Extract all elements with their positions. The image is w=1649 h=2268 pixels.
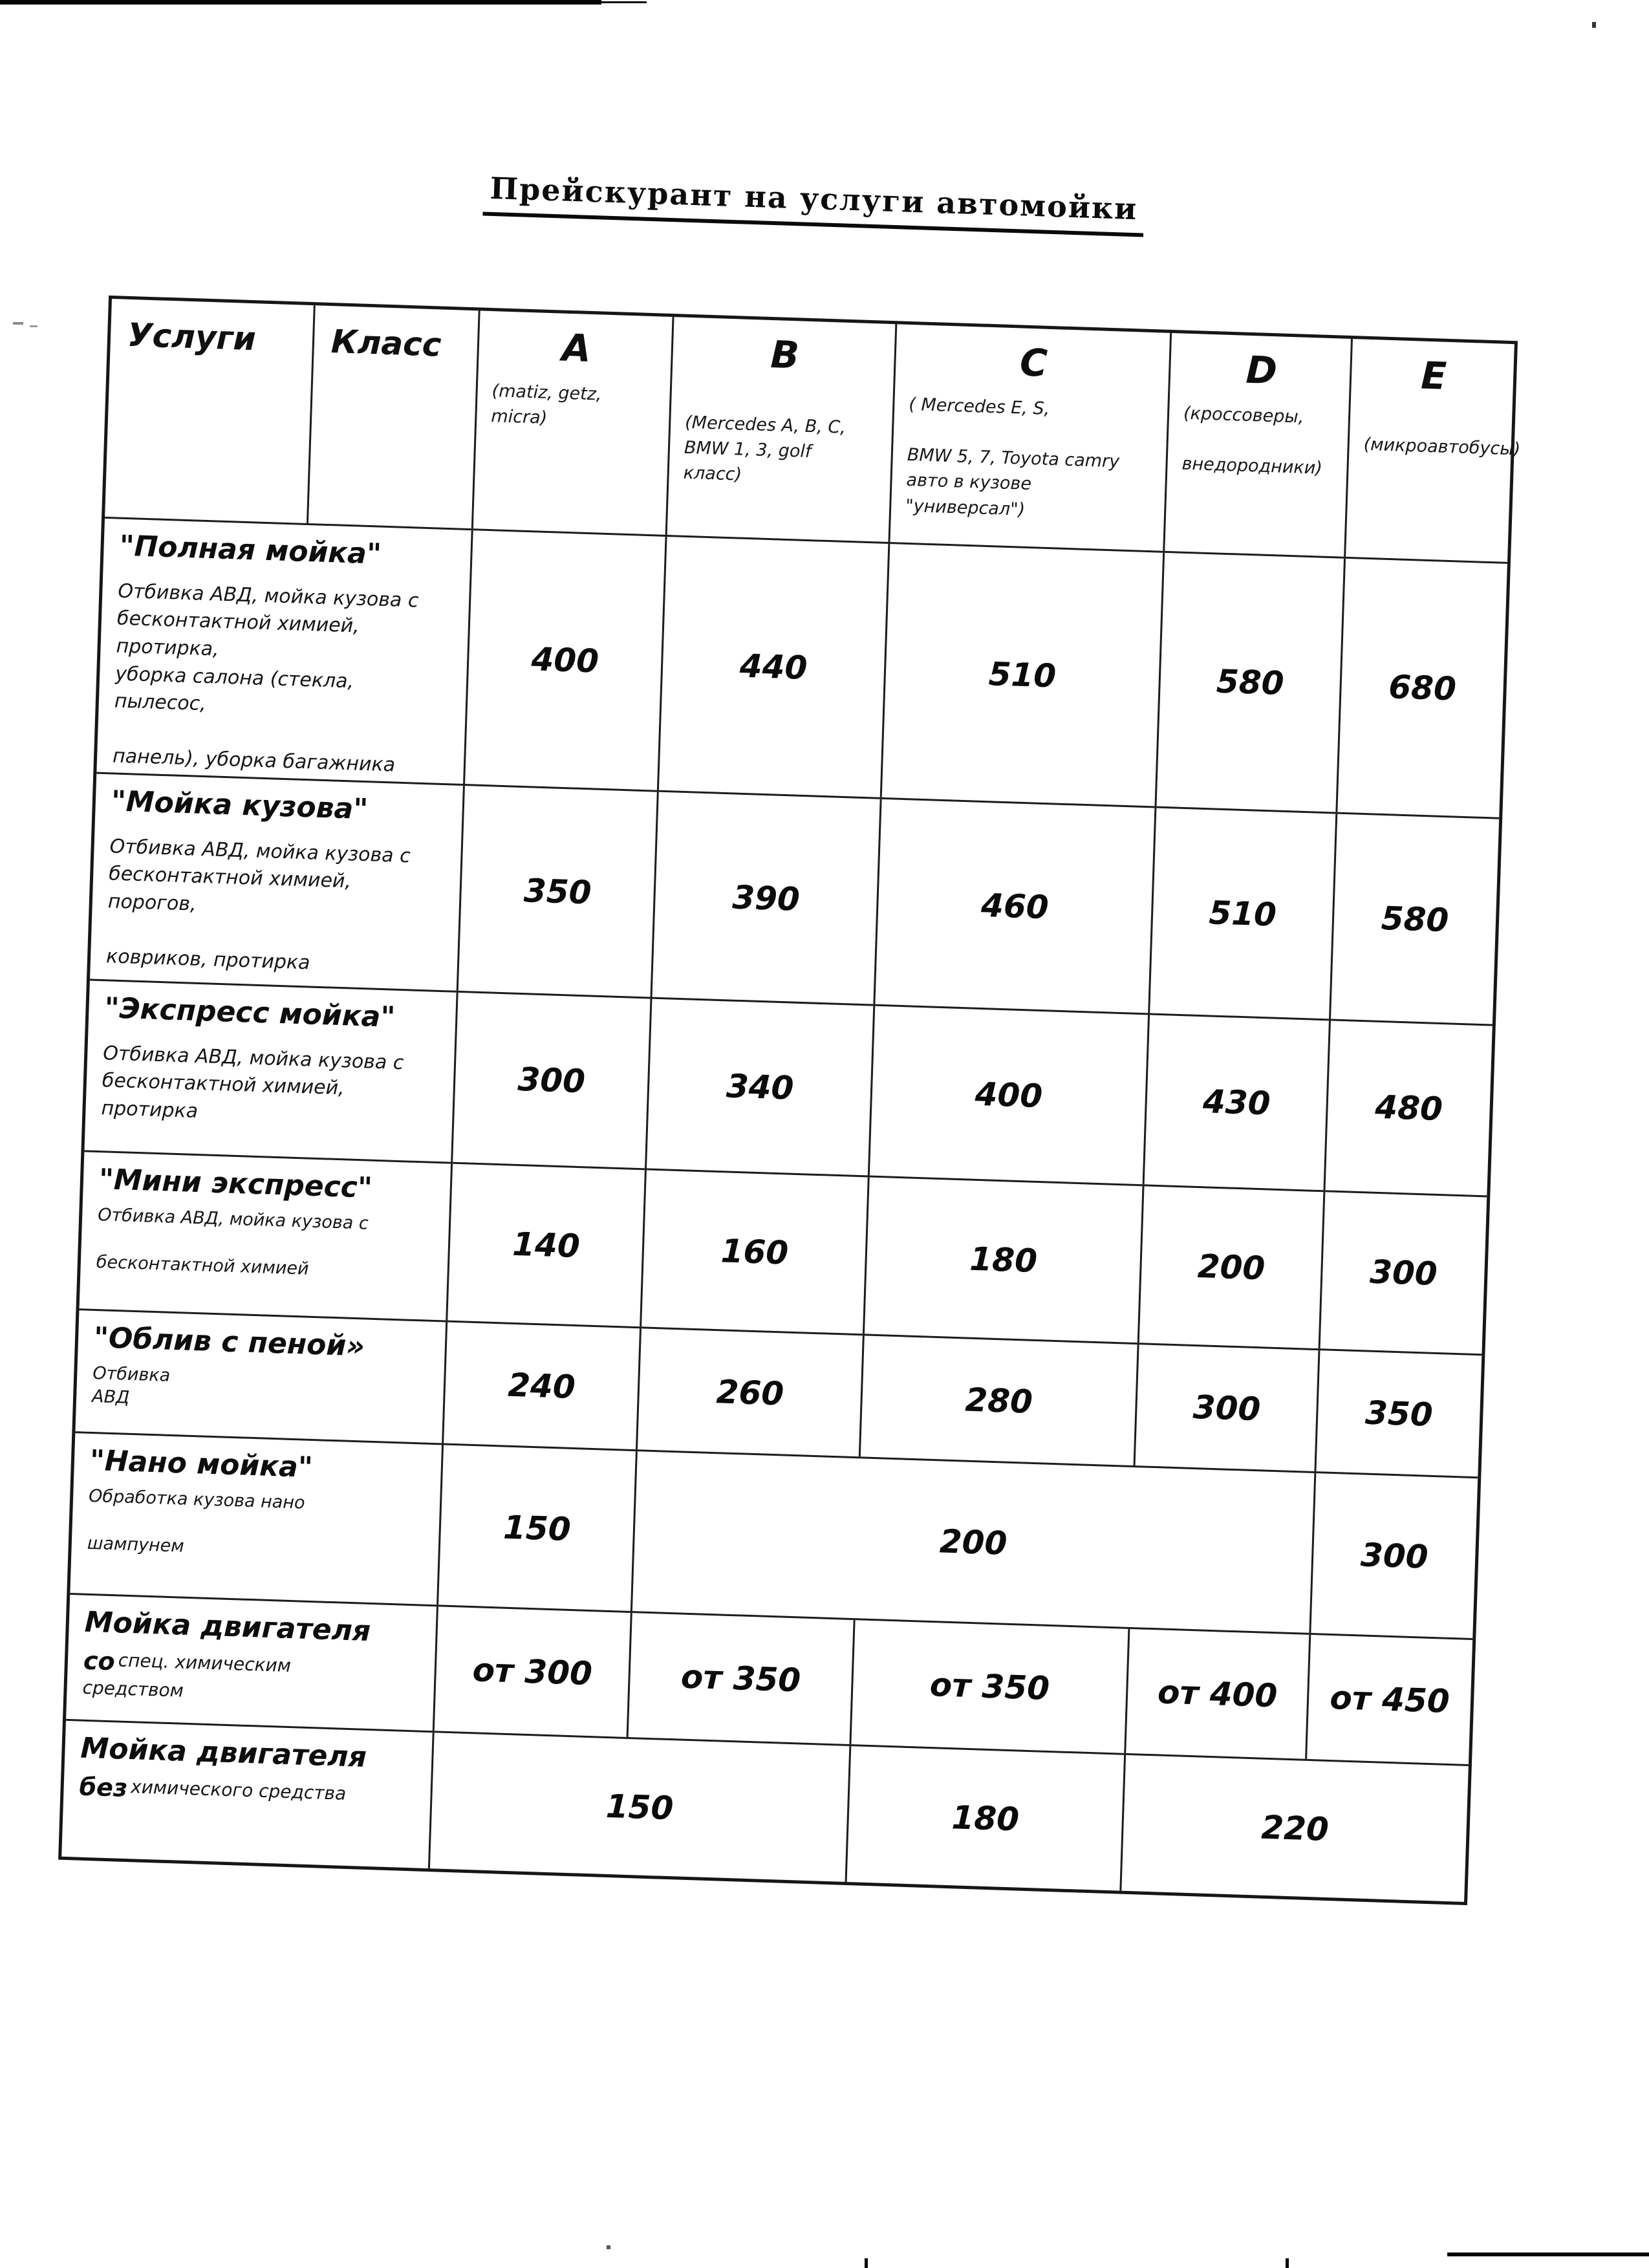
header-class-cell	[308, 305, 480, 528]
service-desc: Отбивка АВД, мойка кузова с бесконтактной химией	[96, 1204, 369, 1279]
header-column-a	[473, 310, 674, 535]
price-table	[58, 296, 1521, 1905]
service-subtitle	[79, 1772, 418, 1811]
price-cell-a: 400	[465, 530, 667, 790]
price-cell-b: 340	[647, 999, 875, 1176]
price-cell-de-merged: 220	[1260, 1808, 1330, 1849]
scan-artifact-dash	[30, 325, 38, 327]
scan-artifact-bottom-tick	[865, 2258, 868, 2268]
price-cell-b: 160	[641, 1170, 870, 1334]
class-label: Класс	[330, 323, 442, 364]
column-desc-c: ( Mercedes E, S, BMW 5, 7, Toyota camry авто в кузове "универсал")	[905, 394, 1120, 520]
service-subtitle	[82, 1647, 422, 1711]
price-cell-d: 200	[1139, 1186, 1326, 1348]
price-cell-a: 300	[453, 993, 652, 1169]
column-desc-e: (микроавтобусы)	[1363, 409, 1521, 460]
page-title-text: Прейскурант на услуги автомойки	[482, 171, 1145, 237]
service-cell	[90, 774, 465, 991]
price-cell-e: от 450	[1329, 1678, 1450, 1720]
price-cell-ab-merged: 150	[430, 1733, 851, 1882]
price-cell-e: 680	[1388, 668, 1457, 708]
price-cell-c: 180	[847, 1746, 1126, 1891]
price-cell-a: от 300	[435, 1606, 632, 1737]
service-title: Мойка двигателя	[80, 1731, 367, 1774]
service-title: "Облив с пеной»	[93, 1321, 365, 1363]
service-cell	[96, 519, 473, 784]
scan-artifact-top-bar-thin	[601, 1, 647, 3]
service-desc: химического средства	[130, 1775, 347, 1804]
service-title: "Экспресс мойка"	[103, 991, 396, 1034]
price-cell-a: 240	[444, 1323, 641, 1450]
price-cell-a: 350	[458, 786, 659, 997]
price-cell-b: 260	[638, 1328, 865, 1456]
service-desc: Отбивка АВД, мойка кузова с бесконтактной химией, протирка	[101, 1042, 404, 1123]
price-cell-e: 350	[1364, 1394, 1434, 1434]
price-cell-e: 580	[1380, 899, 1450, 939]
price-cell-b: 440	[659, 537, 890, 797]
service-cell	[80, 1152, 453, 1320]
service-desc: спец. химическим средством	[82, 1649, 292, 1701]
price-cell-c: 460	[875, 799, 1156, 1013]
service-cell	[61, 1721, 434, 1868]
column-desc-a: (matiz, getz, micra)	[490, 381, 603, 429]
column-letter-a: A	[561, 325, 592, 371]
price-cell-c: 400	[870, 1006, 1150, 1185]
column-desc-b: (Mercedes A, B, C, BMW 1, 3, golf класс)	[683, 387, 846, 486]
column-letter-d: D	[1245, 347, 1278, 393]
price-cell-c: 280	[861, 1335, 1139, 1465]
price-cell-d: 510	[1150, 808, 1337, 1019]
price-cell-e: 480	[1374, 1088, 1443, 1129]
column-letter-c: C	[1019, 340, 1048, 385]
price-cell-d: 580	[1157, 553, 1346, 812]
scan-artifact-speck	[1592, 22, 1596, 28]
table-row-full-wash	[96, 519, 1507, 819]
service-cell	[75, 1310, 447, 1443]
scan-artifact-bottom-right-bar	[1447, 2252, 1649, 2256]
header-column-c	[890, 324, 1172, 551]
service-lead-word: без	[78, 1772, 128, 1802]
price-cell-b: 390	[652, 792, 882, 1004]
scan-artifact-speck	[607, 2245, 610, 2249]
price-cell-e: 300	[1360, 1535, 1429, 1576]
service-desc: Отбивка АВД, мойка кузова с бесконтактной химией, порогов, ковриков, протирка	[105, 835, 411, 975]
document-content	[58, 158, 1521, 1905]
service-title: "Мини экспресс"	[98, 1163, 373, 1205]
service-cell	[70, 1433, 444, 1604]
service-title: Мойка двигателя	[84, 1605, 371, 1648]
scan-artifact-dash	[13, 322, 23, 325]
column-desc-d: (кроссоверы, внедородники)	[1181, 403, 1323, 479]
price-cell-d: 300	[1136, 1345, 1320, 1471]
header-column-d	[1165, 333, 1353, 557]
price-cell-a: 140	[447, 1164, 647, 1327]
column-letter-e: E	[1420, 353, 1448, 398]
price-cell-c: 180	[865, 1178, 1145, 1343]
table-header-row	[105, 299, 1521, 564]
column-letter-b: B	[770, 332, 800, 378]
price-cell-c: 510	[882, 544, 1165, 806]
price-cell-d: от 400	[1126, 1629, 1311, 1759]
service-desc: Обработка кузова нано шампунем	[87, 1485, 306, 1557]
service-title: "Полная мойка"	[118, 529, 382, 571]
price-cell-b: от 350	[629, 1613, 856, 1744]
price-cell-e: 300	[1369, 1253, 1438, 1293]
price-cell-c: от 350	[851, 1620, 1130, 1753]
price-cell-d: 430	[1145, 1015, 1331, 1190]
service-lead-word: со	[83, 1646, 116, 1676]
scan-artifact-bottom-tick	[1286, 2258, 1289, 2268]
service-desc: Отбивка АВД, мойка кузова с бесконтактной химией, протирка, уборка салона (стекла, пылесос, панель), уборка багажника	[112, 579, 419, 777]
price-cell-bcd-merged: 200	[632, 1451, 1316, 1633]
page-title	[112, 158, 1516, 249]
service-desc: Отбивка АВД	[91, 1363, 171, 1409]
service-cell	[66, 1595, 438, 1731]
header-column-e	[1346, 339, 1521, 562]
scan-artifact-top-bar	[0, 0, 601, 5]
header-services-cell	[105, 299, 316, 523]
service-cell	[84, 980, 458, 1161]
services-label: Услуги	[127, 316, 257, 358]
service-title: "Мойка кузова"	[111, 784, 369, 826]
service-title: "Нано мойка"	[89, 1443, 314, 1485]
header-column-b	[667, 317, 898, 542]
price-cell-a: 150	[438, 1445, 638, 1612]
